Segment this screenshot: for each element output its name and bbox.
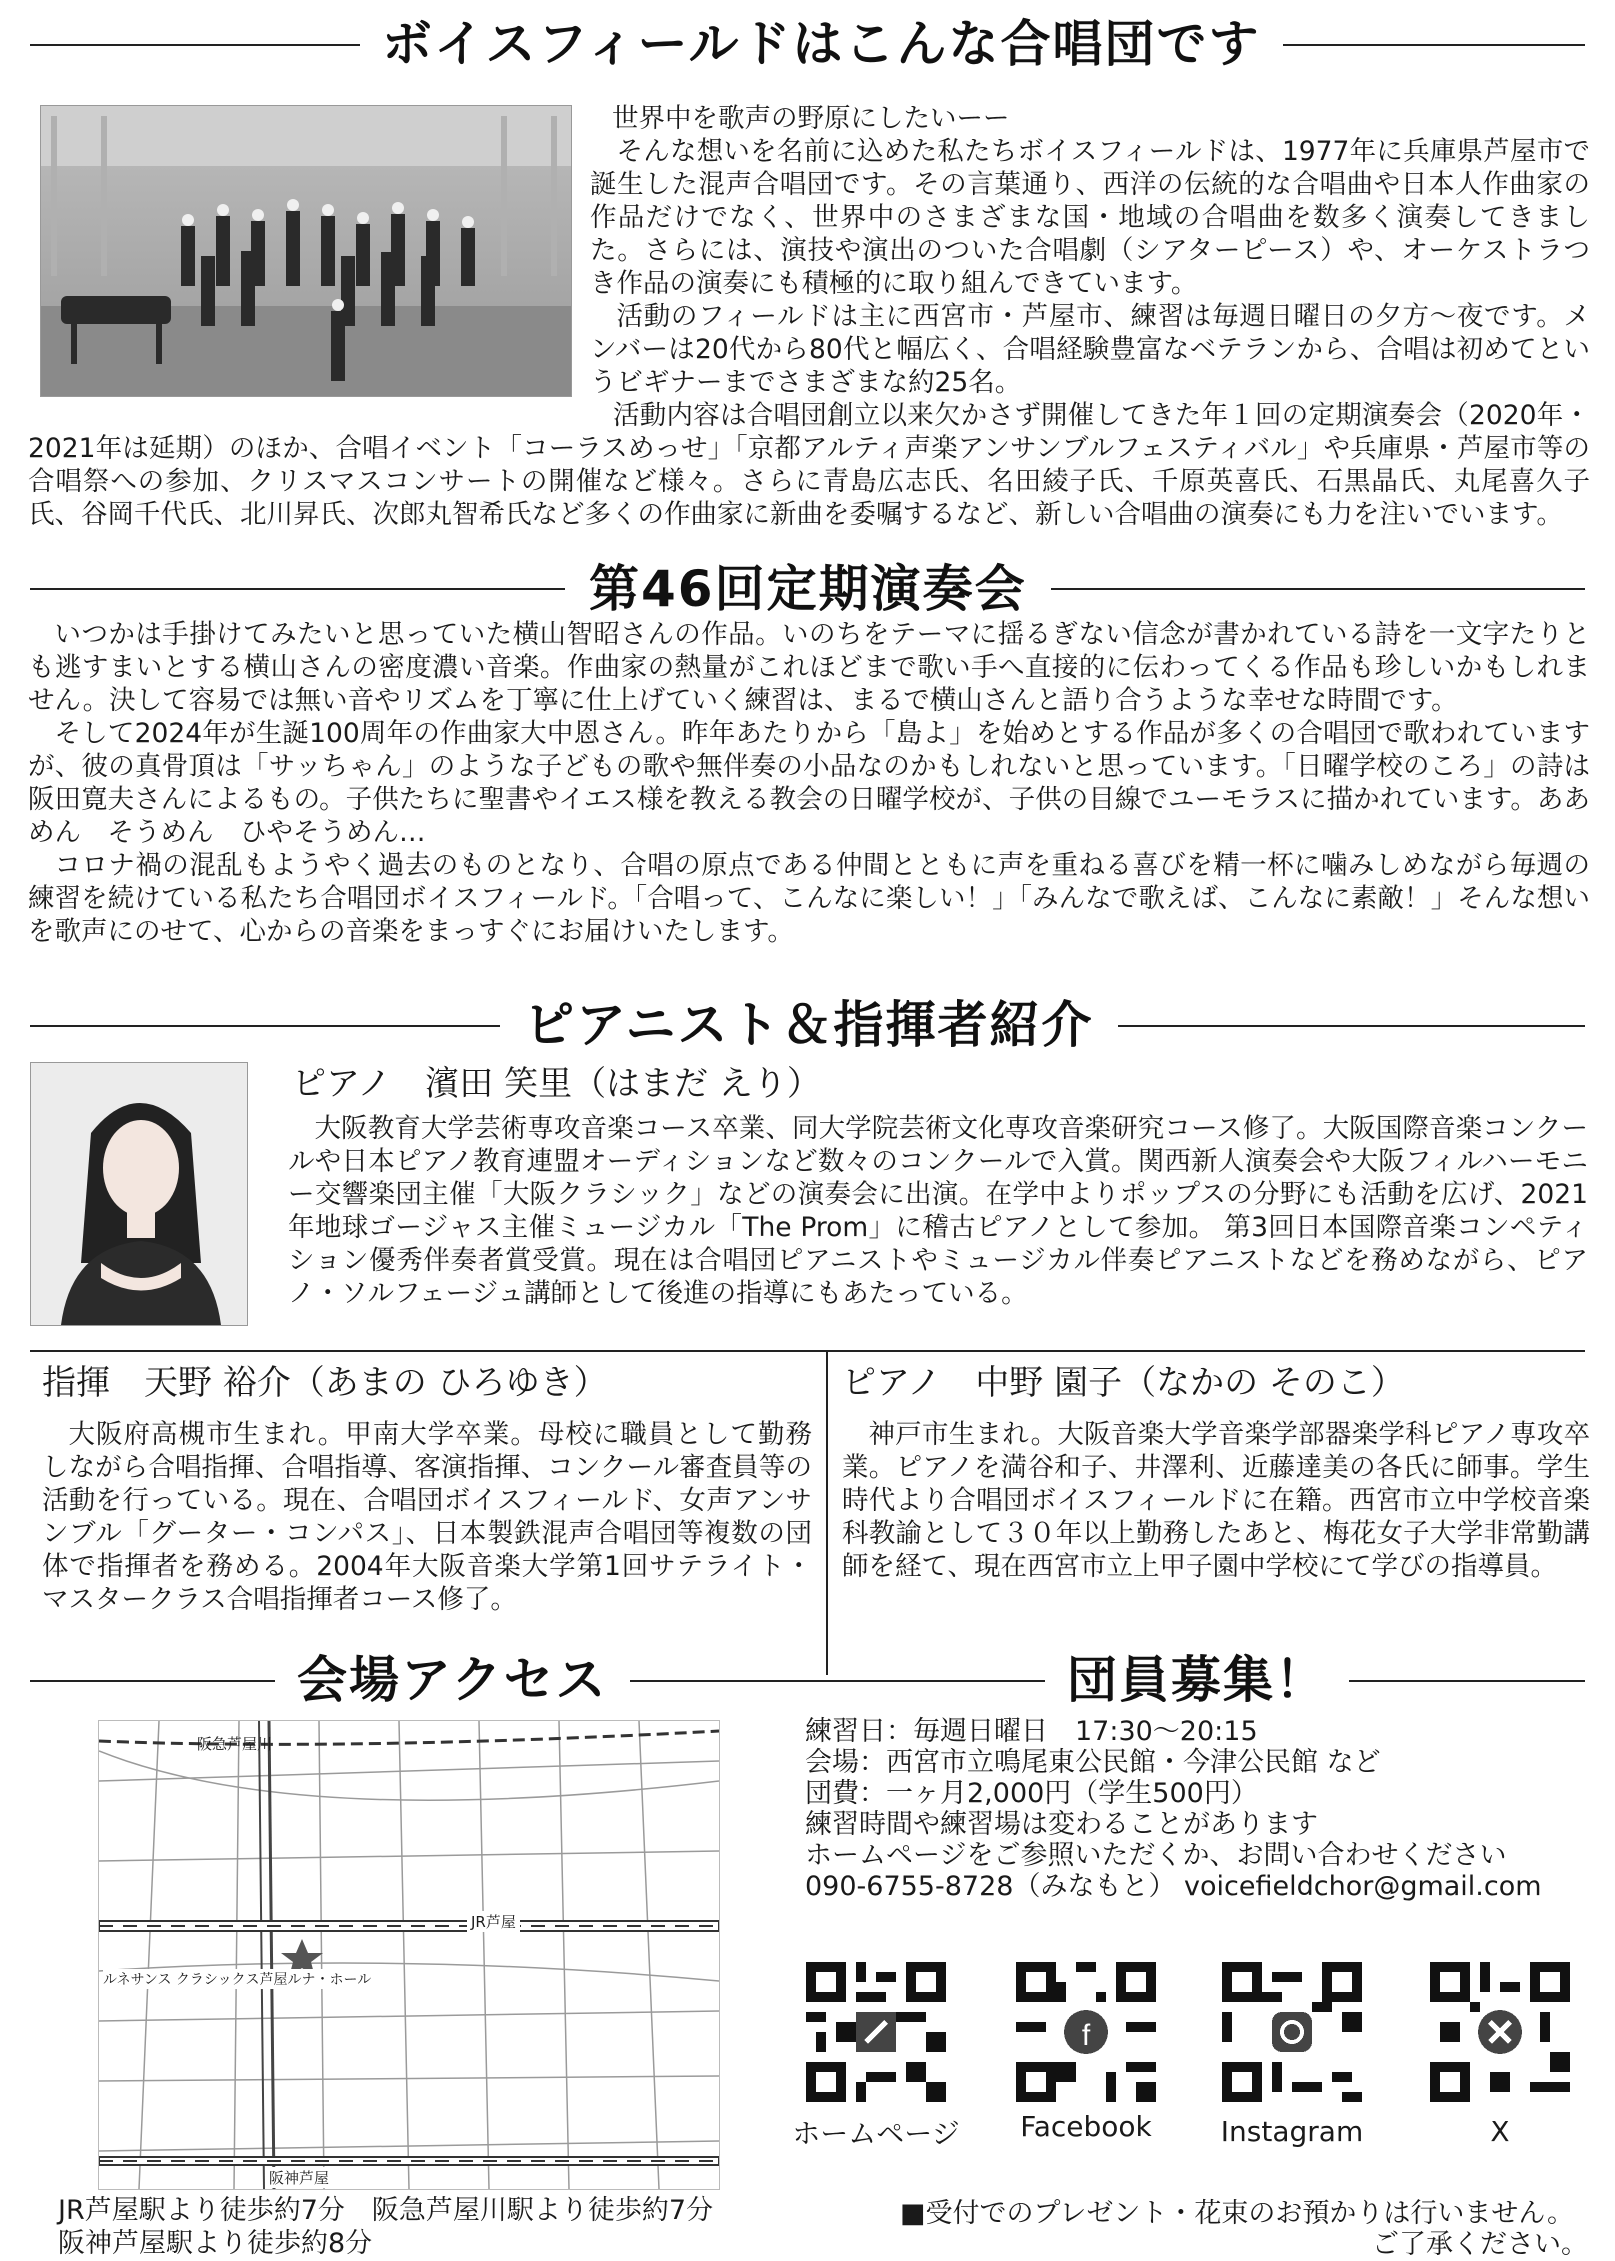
recruit-line: 練習日：毎週日曜日 17:30〜20:15 bbox=[805, 1716, 1258, 1747]
recruit-line: 練習時間や練習場は変わることがあります bbox=[805, 1809, 1318, 1840]
column-divider bbox=[826, 1350, 828, 1675]
map-label-jr: JR芦屋 bbox=[467, 1911, 520, 1932]
concert-title: 第46回定期演奏会 bbox=[565, 559, 1051, 619]
recruit-line: ホームページをご参照いただくか、お問い合わせください bbox=[805, 1840, 1507, 1871]
about-title: ボイスフィールドはこんな合唱団です bbox=[360, 14, 1283, 74]
conductor-bio bbox=[42, 1418, 812, 1616]
map-label-hankyu: 阪急芦屋川 bbox=[197, 1735, 273, 1753]
recruit-contact[interactable]: 090-6755-8728（みなもと） voicefieldchor@gmail.com bbox=[805, 1871, 1542, 1902]
about-paragraph: そんな想いを名前に込めた私たちボイスフィールドは、1977年に兵庫県芦屋市で誕生した混声合唱団です。その言葉通り、西洋の伝統的な合唱曲や日本人作曲家の作品だけでなく、世界中のさまざまな国・地域の合唱曲を数多く演奏してきました。さらには、演技や演出のついた合唱劇（シアターピース）や、オーケストラつき作品の演奏にも積極的に取り組んできています。 bbox=[590, 136, 1590, 299]
map-label-hall: ルネサンス クラシックス芦屋ルナ・ホール bbox=[103, 1969, 371, 1989]
map-label-hanshin: 阪神芦屋 bbox=[269, 2169, 330, 2187]
about-body bbox=[590, 135, 1590, 399]
choir-photo bbox=[40, 105, 572, 397]
pianist2-bio bbox=[842, 1418, 1590, 1583]
conductor-name: 指揮 天野 裕介（あまの ひろゆき） bbox=[42, 1363, 608, 1403]
qr-label-x: X bbox=[1490, 2115, 1510, 2148]
profiles-title: ピアニスト＆指揮者紹介 bbox=[500, 995, 1118, 1055]
concert-paragraph: そして2024年が生誕100周年の作曲家大中恩さん。昨年あたりから「島よ」を始めとする作品が多くの合唱団で歌われていますが、彼の真骨頂は「サッちゃん」のような子どもの歌や無伴奏の小品なのかもしれないと思っています。「日曜学校のころ」の詩は阪田寛夫さんによるもの。子供たちに聖書やイエス様を教える教会の日曜学校が、子供の目線でユーモラスに描かれています。ああめん そうめん ひやそうめん… bbox=[28, 718, 1590, 848]
pianist-photo bbox=[30, 1062, 248, 1326]
qr-x[interactable] bbox=[1430, 1962, 1570, 2102]
pianist1-bio-text: 大阪教育大学芸術専攻音楽コース卒業、同大学院芸術文化専攻音楽研究コース修了。大阪国際音楽コンクールや日本ピアノ教育連盟オーディションなど数々のコンクールで入賞。関西新人演奏会や大阪フィルハーモニー交響楽団主催「大阪クラシック」などの演奏会に出演。在学中よりポップスの分野にも活動を広げ、2021年地球ゴージャス主催ミュージカル「The Prom」に稽古ピアノとして参加。 第3回日本国際音楽コンペティション優秀伴奏者賞受賞。現在は合唱団ピアニストやミュージカル伴奏ピアニストなどを務めながら、ピアノ・ソルフェージュ講師として後進の指導にもあたっている。 bbox=[288, 1113, 1588, 1309]
notice-line: ■受付でのプレゼント・花束のお預かりは行いません。 bbox=[900, 2198, 1575, 2229]
directions-line: JR芦屋駅より徒歩約7分 阪急芦屋川駅より徒歩約7分 bbox=[58, 2195, 714, 2226]
pianist2-bio-text: 神戸市生まれ。大阪音楽大学音楽学部器楽学科ピアノ専攻卒業。ピアノを満谷和子、井澤利、近藤達美の各氏に師事。学生時代より合唱団ボイスフィールドに在籍。西宮市立中学校音楽科教諭として３０年以上勤務したあと、梅花女子大学非常勤講師を経て、現在西宮市立上甲子園中学校にて学びの指導員。 bbox=[842, 1419, 1590, 1582]
recruit-title: 団員募集！ bbox=[1045, 1650, 1349, 1710]
qr-label-homepage: ホームページ bbox=[792, 2117, 960, 2150]
section-rule bbox=[30, 1350, 1585, 1352]
recruit-info bbox=[805, 1716, 1542, 1902]
svg-text:f: f bbox=[1081, 2019, 1091, 2052]
pianist1-bio bbox=[288, 1112, 1588, 1310]
notice-line: ご了承ください。 bbox=[1372, 2229, 1588, 2260]
access-map bbox=[98, 1720, 720, 2190]
about-paragraph: 活動内容は合唱団創立以来欠かさず開催してきた年１回の定期演奏会（2020年・2021年は延期）のほか、合唱イベント「コーラスめっせ」「京都アルティ声楽アンサンブルフェスティバル」や兵庫県・芦屋市等の合唱祭への参加、クリスマスコンサートの開催など様々。さらに青島広志氏、名田綾子氏、千原英喜氏、石黒晶氏、丸尾喜久子氏、谷岡千代氏、北川昇氏、次郎丸智希氏など多くの作曲家に新曲を委嘱するなど、新しい合唱曲の演奏にも力を注いでいます。 bbox=[28, 400, 1590, 530]
access-title: 会場アクセス bbox=[275, 1650, 630, 1710]
qr-label-facebook: Facebook bbox=[1020, 2110, 1152, 2143]
qr-instagram[interactable] bbox=[1222, 1962, 1362, 2102]
concert-paragraph: いつかは手掛けてみたいと思っていた横山智昭さんの作品。いのちをテーマに揺るぎない信念が書かれている詩を一文字たりとも逃すまいとする横山さんの密度濃い音楽。作曲家の熱量がこれほどまで歌い手へ直接的に伝わってくる作品も珍しいかもしれません。決して容易では無い音やリズムを丁寧に仕上げていく練習は、まるで横山さんと語り合うような幸せな時間です。 bbox=[28, 619, 1590, 716]
recruit-line: 団費：一ヶ月2,000円（学生500円） bbox=[805, 1778, 1258, 1809]
about-paragraph: 活動のフィールドは主に西宮市・芦屋市、練習は毎週日曜日の夕方〜夜です。メンバーは20代から80代と幅広く、合唱経験豊富なベテランから、合唱は初めてというビギナーまでさまざまな約25名。 bbox=[590, 301, 1590, 398]
section-rule bbox=[30, 1680, 1585, 1682]
qr-homepage[interactable] bbox=[806, 1962, 946, 2102]
concert-paragraph: コロナ禍の混乱もようやく過去のものとなり、合唱の原点である仲間とともに声を重ねる喜びを精一杯に噛みしめながら毎週の練習を続けている私たち合唱団ボイスフィールド。「合唱って、こんなに楽しい！」「みんなで歌えば、こんなに素敵！」そんな想いを歌声にのせて、心からの音楽をまっすぐにお届けいたします。 bbox=[28, 850, 1590, 947]
qr-label-instagram: Instagram bbox=[1220, 2115, 1364, 2148]
pianist1-name: ピアノ 濱田 笑里（はまだ えり） bbox=[292, 1064, 821, 1104]
concert-body bbox=[28, 618, 1590, 948]
about-lead: 世界中を歌声の野原にしたいーー bbox=[612, 103, 1010, 134]
conductor-bio-text: 大阪府高槻市生まれ。甲南大学卒業。母校に職員として勤務しながら合唱指揮、合唱指導、客演指揮、コンクール審査員等の活動を行っている。現在、合唱団ボイスフィールド、女声アンサンブル「グーター・コンパス」、日本製鉄混声合唱団等複数の団体で指揮者を務める。2004年大阪音楽大学第1回サテライト・マスタークラス合唱指揮者コース修了。 bbox=[42, 1419, 812, 1615]
recruit-line: 会場：西宮市立鳴尾東公民館・今津公民館 など bbox=[805, 1747, 1381, 1778]
qr-facebook[interactable] bbox=[1016, 1962, 1156, 2102]
directions-line: 阪神芦屋駅より徒歩約8分 bbox=[58, 2228, 373, 2259]
pianist2-name: ピアノ 中野 園子（なかの そのこ） bbox=[842, 1363, 1405, 1403]
about-body-wide bbox=[28, 399, 1590, 531]
